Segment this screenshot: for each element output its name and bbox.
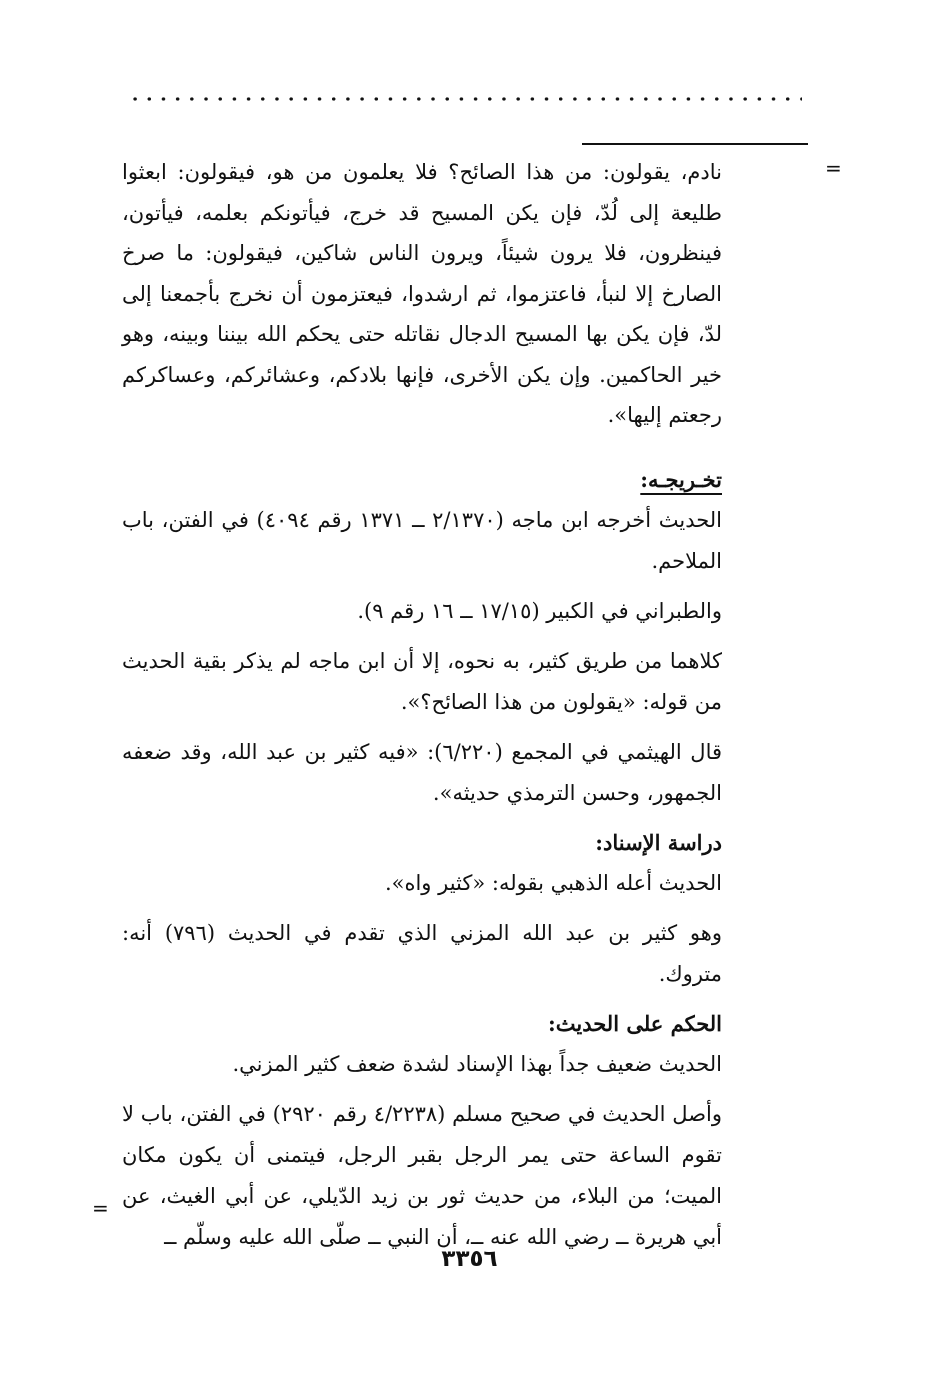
isnad-paragraph: وهو كثير بن عبد الله المزني الذي تقدم في الحديث (٧٩٦) أنه: متروك. xyxy=(122,920,722,986)
hukm-heading: الحكم على الحديث: xyxy=(548,1010,722,1036)
page-body xyxy=(122,152,722,1258)
hadith-text-continuation: نادم، يقولون: من هذا الصائح؟ فلا يعلمون من هو، فيقولون: ابعثوا طليعة إلى لُدّ، فإن يكن المسيح قد خرج، فيأتونكم بعلمه، فيأتون، فينظرون، فلا يرون شيئاً، ويرون الناس شاكين، فيقولون: ما صرخ الصارخ إلا لنبأ، فاعتزموا، ثم ارشدوا، فيعتزمون أن نخرج بأجمعنا إلى لدّ، فإن يكن بها المسيح الدجال نقاتله حتى يحكم الله بيننا وبينه، وهو خير الحاكمين. وإن يكن الأخرى، فإنها بلادكم، وعشائركم، وعساكركم رجعتم إليها». xyxy=(122,160,722,427)
hukm-paragraph: الحديث ضعيف جداً بهذا الإسناد لشدة ضعف كثير المزني. xyxy=(232,1051,722,1076)
hukm-paragraph: وأصل الحديث في صحيح مسلم (٤/٢٢٣٨ رقم ٢٩٢٠) في الفتن، باب لا تقوم الساعة حتى يمر الرجل بقبر الرجل، فيتمنى أن يكون مكان الميت؛ من البلاء، من حديث ثور بن زيد الدّيلي، عن أبي الغيث، عن أبي هريرة ــ رضي الله عنه ــ، أن النبي ــ صلّى الله عليه وسلّم ــ xyxy=(122,1101,723,1249)
continuation-mark-bottom: = xyxy=(92,1196,109,1220)
isnad-heading: دراسة الإسناد: xyxy=(595,829,722,855)
page-number: ٣٣٥٦ xyxy=(441,1246,498,1272)
takhrij-paragraph: قال الهيثمي في المجمع (٦/٢٢٠): «فيه كثير بن عبد الله، وقد ضعفه الجمهور، وحسن الترمذي حديثه». xyxy=(122,739,723,805)
header-dotted-line xyxy=(128,94,802,104)
takhrij-heading: تخـريجـه: xyxy=(640,466,722,492)
continuation-mark-top: = xyxy=(825,156,842,180)
takhrij-paragraph: الحديث أخرجه ابن ماجه (٢/١٣٧٠ ــ ١٣٧١ رقم ٤٠٩٤) في الفتن، باب الملاحم. xyxy=(122,507,723,573)
header-rule xyxy=(582,143,808,145)
takhrij-paragraph: كلاهما من طريق كثير، به نحوه، إلا أن ابن ماجه لم يذكر بقية الحديث من قوله: «يقولون من هذا الصائح؟». xyxy=(122,648,722,714)
takhrij-paragraph: والطبراني في الكبير (١٧/١٥ ــ ١٦ رقم ٩). xyxy=(357,598,722,623)
isnad-paragraph: الحديث أعله الذهبي بقوله: «كثير واه». xyxy=(384,870,722,895)
